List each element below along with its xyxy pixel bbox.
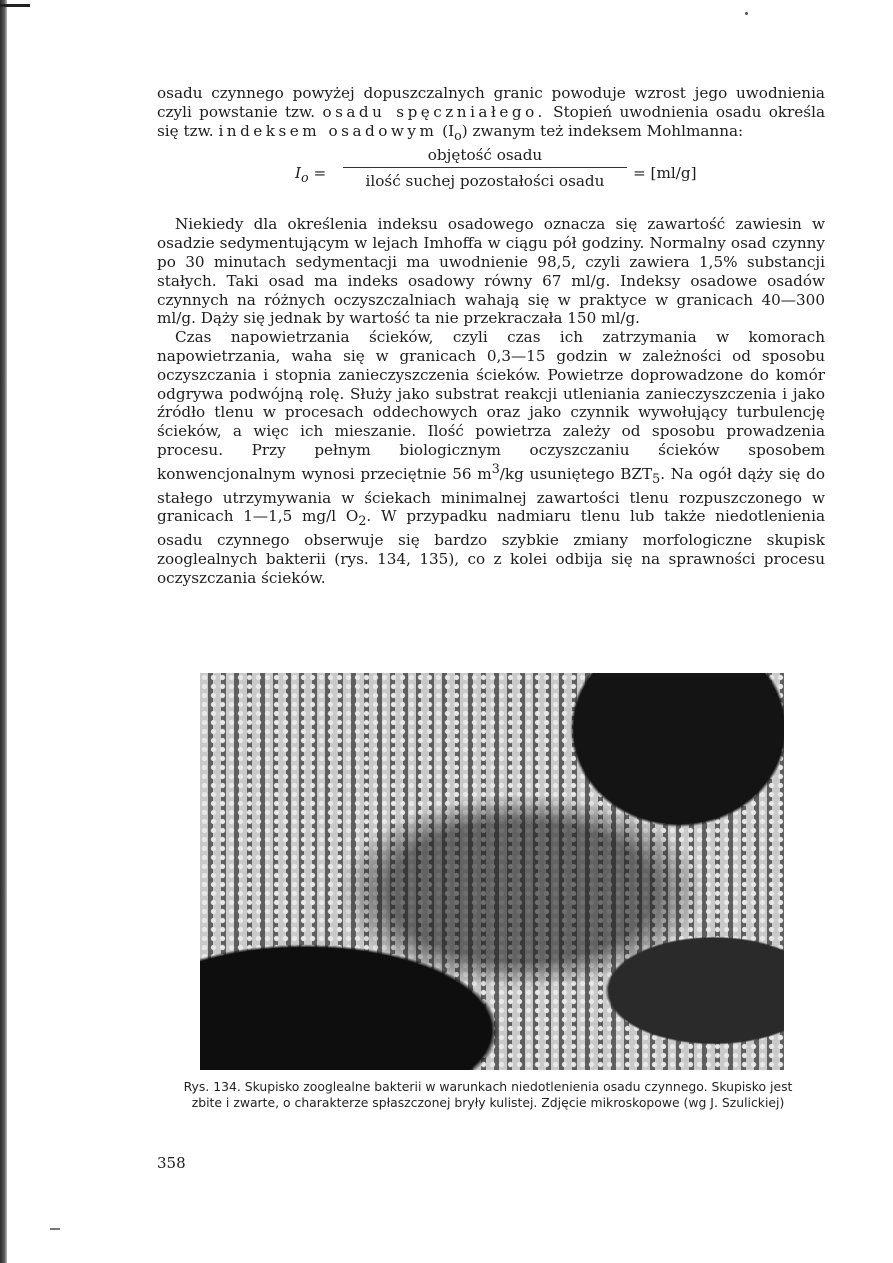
formula-numerator: objętość osadu	[343, 146, 627, 168]
page-number: 358	[157, 1154, 186, 1172]
paragraph-1: osadu czynnego powyżej dopuszczalnych granic powoduje wzrost jego uwodnienia czyli powstanie tzw. osadu spęczniałego. Stopień uwodnienia osadu określa się tzw. indeksem osadowym $(I_o)$ zwanym też indeksem Mohlmanna:	[157, 84, 825, 143]
micrograph-figure	[200, 673, 784, 1070]
paragraph-3: Czas napowietrzania ścieków, czyli czas ich zatrzymania w komorach napowietrzania, waha się w granicach 0,3—15 godzin w zależności od sposobu oczyszczania i stopnia zanieczyszczenia ścieków. Powietrze doprowadzone do komór odgrywa podwójną rolę. Służy jako substrat reakcji utleniania zanieczyszczenia i jako źródło tlenu w procesach oddechowych oraz jako czynnik wywołujący turbulencję ścieków, a więc ich mieszanie. Ilość powietrza zależy od sposobu prowadzenia procesu. Przy pełnym biologicznym oczyszczaniu ścieków sposobem konwencjonalnym wynosi przeciętnie 56 $m^3/kg$ usuniętego $BZT_5$. Na ogół dąży się do stałego utrzymywania w ściekach minimalnej zawartości tlenu rozpuszczonego w granicach 1—1,5 mg/l $O_2$. W przypadku nadmiaru tlenu lub także niedotlenienia osadu czynnego obserwuje się bardzo szybkie zmiany morfologiczne skupisk zooglealnych bakterii (rys. 134, 135), co z kolei odbija się na sprawności procesu oczyszczania ścieków.	[157, 328, 825, 587]
term-spuchnięty-osad: osadu spęczniałego.	[322, 102, 546, 121]
scan-mark	[50, 1228, 60, 1230]
figure-caption: Rys. 134. Skupisko zooglealne bakterii w warunkach niedotlenienia osadu czynnego. Skupisko jest zbite i zwarte, o charakterze spłaszczonej bryły kulistej. Zdjęcie mikroskopowe (wg J. Szulickiej)	[183, 1079, 793, 1110]
speck	[745, 12, 748, 15]
formula-mohlmann	[157, 146, 825, 210]
formula-fraction	[343, 146, 627, 191]
body-text	[157, 84, 825, 588]
term-indeks-osadowy: indeksem osadowym	[218, 121, 438, 140]
paragraph-2: Niekiedy dla określenia indeksu osadowego oznacza się zawartość zawiesin w osadzie sedymentującym w lejach Imhoffa w ciągu pół godziny. Normalny osad czynny po 30 minutach sedymentacji ma uwodnienie 98,5, czyli zawiera 1,5% substancji stałych. Taki osad ma indeks osadowy równy 67 ml/g. Indeksy osadowe osadów czynnych na różnych oczyszczalniach wahają się w praktyce w granicach 40—300 ml/g. Dąży się jednak by wartość ta nie przekraczała 150 ml/g.	[157, 215, 825, 328]
page-left-edge	[0, 0, 7, 1263]
formula-denominator: ilość suchej pozostałości osadu	[365, 172, 605, 191]
formula-rhs: = [ml/g]	[633, 164, 697, 183]
formula-lhs: $I_o$ =	[295, 164, 327, 186]
corner-mark	[0, 4, 30, 7]
